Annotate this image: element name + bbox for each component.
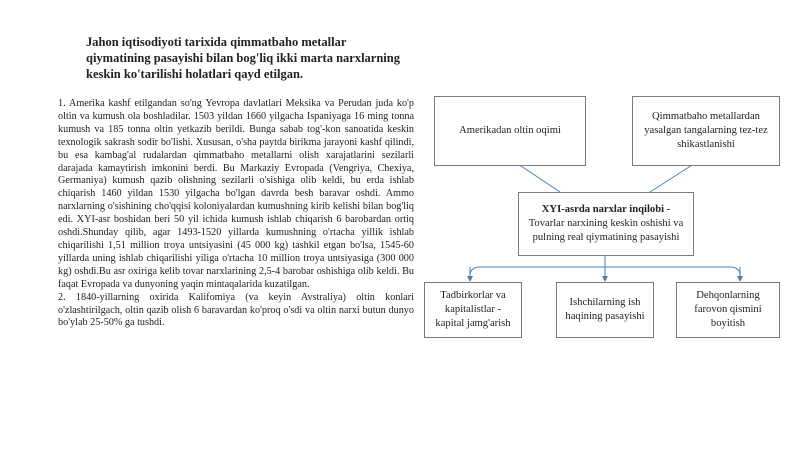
paragraph-1: 1. Amerika kashf etilgandan so'ng Yevropa davlatlari Meksika va Perudan juda ko'p oltin va kumush ola boshladilar. 1503 yildan 1660 yilgacha Ispaniyaga 16 ming tonna kumush va 185 tonna oltin yetkazib berildi. Bunga sabab tog'-kon sanoatida keskin texnologik sakrash sodir bo'lishi. Xususan, o'sha paytda birikma jarayoni kashf qilindi, bu esa kambag'al rudalardan qimmatbaho metallarni olish xarajatlarini sezilarli darajada kamaytirish imkonini berdi. Bu Markaziy Evropada (Vengriya, Chexiya, Germaniya) kumush qazib olishning sezilarli o'sishiga olib keldi, bu erda ishlab chiqarish 1460 yildan 1530 yilgacha bo'lgan davrda besh baravar oshdi. Ammo narxlarning o'sishining cho'qqisi koloniyalardan kumushning kirib kelishi bilan bog'liq edi. XYI-asr boshidan beri 50 yil ichida kumush ishlab chiqarish 6 barobardan ortiq oshdi.Shunday qilib, agar 1493-1520 yillarda kumushning o'rtacha yillik ishlab chiqarilishi 1,51 million troya untsiyasini (45 000 kg) tashkil etgan bo'lsa, 1545-60 yillarda uning ishlab chiqarilishi yiliga o'rtacha 10 million troya untsiyasiga (300 000 kg) oshdi.Bu asr oxiriga kelib tovar narxlarining 2,5-4 barobar oshishiga olib keldi. Bu faqat Evropada va dunyoning yaqin mintaqalarida kuzatilgan. <box>58 98 414 290</box>
node-coin-damage: Qimmatbaho metallardan yasalgan tangalarning tez-tez shikastlanishi <box>632 96 780 166</box>
node-peasant-enrichment: Dehqonlarning farovon qismini boyitish <box>676 282 780 338</box>
node-wage-decline: Ishchilarning ish haqining pasayishi <box>556 282 654 338</box>
node-price-revolution-text: Tovarlar narxining keskin oshishi va pulning real qiymatining pasayishi <box>528 218 684 243</box>
node-price-revolution-heading: XYI-asrda narxlar inqilobi - <box>541 204 671 215</box>
paragraph-2: 2. 1840-yillarning oxirida Kalifomiya (va keyin Avstraliya) oltin konlari o'zlashtirilgach, oltin qazib olish 6 baravardan ko'proq o'sdi va oltin narxi butun dunyo bo'ylab 25-50% ga tushdi. <box>58 291 414 329</box>
page-title: Jahon iqtisodiyoti tarixida qimmatbaho metallar qiymatining pasayishi bilan bog'liq ikki marta narxlarning keskin ko'tarilishi holatlari qayd etilgan. <box>86 35 400 81</box>
node-gold-inflow: Amerikadan oltin oqimi <box>434 96 586 166</box>
node-price-revolution <box>518 192 694 256</box>
node-capital-accumulation: Tadbirkorlar va kapitalistlar - kapital jamg'arish <box>424 282 522 338</box>
